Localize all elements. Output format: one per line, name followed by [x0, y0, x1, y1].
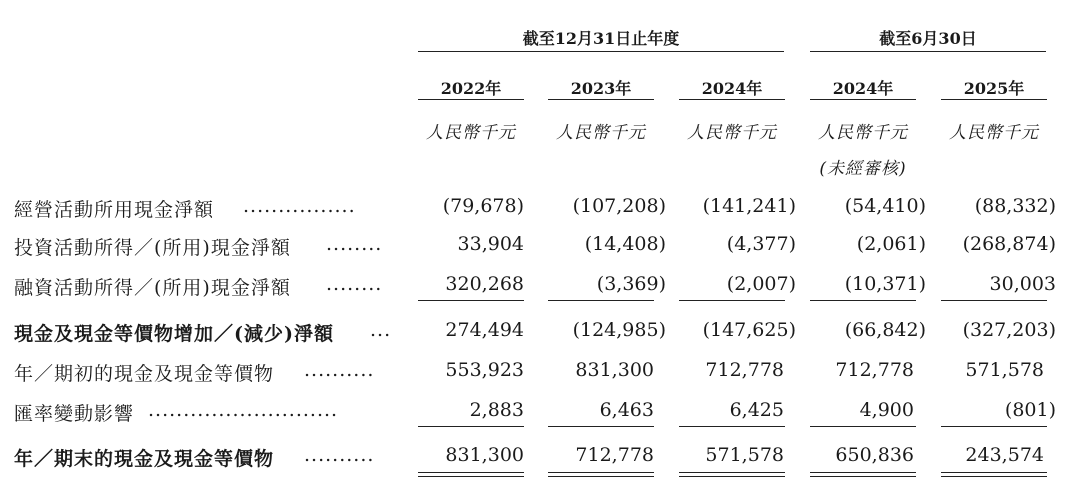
row-leader-fx-effect: ...........................: [148, 399, 339, 421]
row-label-investing: 投資活動所得／(所用)現金淨額: [14, 237, 291, 259]
double-underline: [941, 472, 1047, 477]
row-value: 553,923: [445, 359, 524, 381]
row-value: (10,371): [844, 273, 926, 295]
year-rule-1: [418, 99, 524, 100]
row-value: 712,778: [575, 444, 654, 466]
total-rule: [418, 426, 524, 427]
year-header-1: 2022年: [440, 79, 502, 98]
total-rule: [941, 426, 1047, 427]
row-value: (66,842): [844, 319, 926, 341]
row-value: 712,778: [705, 359, 784, 381]
unit-label-4: 人民幣千元: [818, 123, 908, 143]
row-value: 2,883: [469, 399, 524, 421]
total-rule: [810, 426, 916, 427]
unit-label-1: 人民幣千元: [426, 123, 516, 143]
row-value: (327,203): [962, 319, 1056, 341]
row-value: (141,241): [702, 195, 796, 217]
row-value: (107,208): [572, 195, 666, 217]
subtotal-rule: [810, 300, 916, 301]
row-value: (88,332): [974, 195, 1056, 217]
unaudited-note: (未經審核): [819, 159, 907, 179]
row-value: (268,874): [962, 233, 1056, 255]
row-value: 243,574: [965, 444, 1044, 466]
row-leader-opening: ..........: [304, 359, 375, 381]
row-value: (147,625): [702, 319, 796, 341]
year-header-2: 2023年: [570, 79, 632, 98]
total-rule: [679, 426, 785, 427]
row-label-operating: 經營活動所用現金淨額: [14, 199, 215, 221]
row-value: 4,900: [859, 399, 914, 421]
year-rule-2: [548, 99, 654, 100]
header-group-year: 截至12月31日止年度: [522, 29, 680, 48]
row-value: (14,408): [584, 233, 666, 255]
subtotal-rule: [679, 300, 785, 301]
double-underline: [679, 472, 785, 477]
row-leader-financing: ........: [326, 273, 383, 295]
double-underline: [548, 472, 654, 477]
year-rule-4: [810, 99, 916, 100]
unit-label-5: 人民幣千元: [949, 123, 1039, 143]
year-rule-5: [941, 99, 1047, 100]
row-value: 320,268: [445, 273, 524, 295]
row-leader-net-change: ...: [370, 319, 392, 341]
row-label-opening: 年／期初的現金及現金等價物: [14, 363, 275, 385]
double-underline: [810, 472, 916, 477]
row-leader-operating: ................: [243, 195, 356, 217]
row-value: 650,836: [835, 444, 914, 466]
subtotal-rule: [941, 300, 1047, 301]
row-value: 274,494: [445, 319, 524, 341]
row-value: (79,678): [442, 195, 524, 217]
year-rule-3: [679, 99, 785, 100]
row-label-fx-effect: 匯率變動影響: [14, 403, 135, 425]
total-rule: [548, 426, 654, 427]
row-value: (54,410): [844, 195, 926, 217]
row-value: (801): [1004, 399, 1056, 421]
row-value: (2,061): [856, 233, 926, 255]
double-underline: [418, 472, 524, 477]
subtotal-rule: [548, 300, 654, 301]
row-value: (2,007): [726, 273, 796, 295]
row-value: (4,377): [726, 233, 796, 255]
row-label-closing: 年／期末的現金及現金等價物: [14, 448, 275, 470]
row-leader-investing: ........: [326, 233, 383, 255]
row-value: 571,578: [965, 359, 1044, 381]
subtotal-rule: [418, 300, 524, 301]
year-header-5: 2025年: [963, 79, 1025, 98]
row-label-financing: 融資活動所得／(所用)現金淨額: [14, 277, 291, 299]
row-value: 831,300: [575, 359, 654, 381]
row-value: 712,778: [835, 359, 914, 381]
row-value: (3,369): [596, 273, 666, 295]
year-header-3: 2024年: [701, 79, 763, 98]
row-value: 571,578: [705, 444, 784, 466]
year-header-4: 2024年: [832, 79, 894, 98]
row-value: (124,985): [572, 319, 666, 341]
header-group-year-rule: [418, 51, 784, 52]
header-group-half-rule: [810, 51, 1046, 52]
row-value: 33,904: [457, 233, 524, 255]
row-value: 30,003: [989, 273, 1056, 295]
row-value: 6,463: [599, 399, 654, 421]
row-leader-closing: ..........: [304, 444, 375, 466]
header-group-half: 截至6月30日: [879, 29, 977, 48]
row-label-net-change: 現金及現金等價物增加／(減少)淨額: [14, 323, 334, 345]
unit-label-2: 人民幣千元: [556, 123, 646, 143]
row-value: 831,300: [445, 444, 524, 466]
row-value: 6,425: [729, 399, 784, 421]
unit-label-3: 人民幣千元: [687, 123, 777, 143]
